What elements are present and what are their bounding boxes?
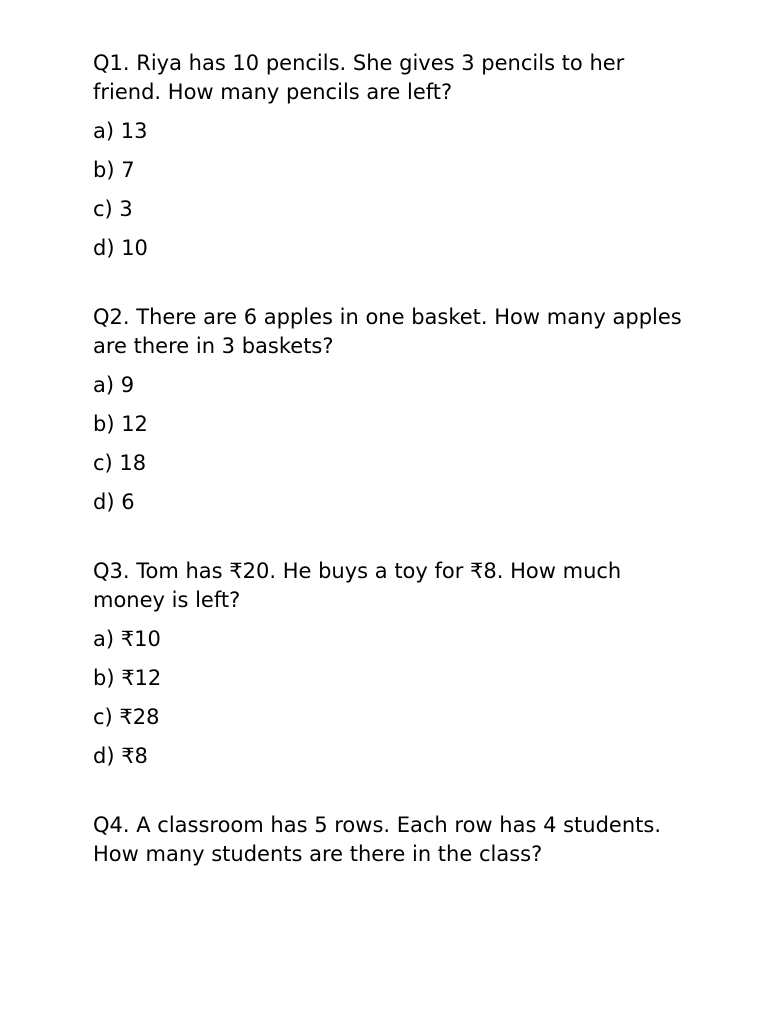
question-2 — [93, 303, 683, 517]
option-d: d) 6 — [93, 490, 135, 514]
question-text: Q2. There are 6 apples in one basket. How many apples are there in 3 baskets? — [93, 305, 682, 358]
option-a: a) ₹10 — [93, 627, 161, 651]
option-b: b) 7 — [93, 158, 135, 182]
option-c: c) ₹28 — [93, 705, 160, 729]
option-b: b) 12 — [93, 412, 148, 436]
option-list — [93, 117, 683, 263]
question-text: Q3. Tom has ₹20. He buys a toy for ₹8. How much money is left? — [93, 559, 622, 612]
option-list — [93, 625, 683, 771]
option-c: c) 3 — [93, 197, 133, 221]
option-c: c) 18 — [93, 451, 147, 475]
question-1 — [93, 49, 683, 263]
question-4 — [93, 811, 683, 869]
question-text: Q4. A classroom has 5 rows. Each row has 4 students. How many students are there in the class? — [93, 813, 661, 866]
option-d: d) ₹8 — [93, 744, 148, 768]
option-b: b) ₹12 — [93, 666, 162, 690]
question-3 — [93, 557, 683, 771]
question-text: Q1. Riya has 10 pencils. She gives 3 pencils to her friend. How many pencils are left? — [93, 51, 625, 104]
option-d: d) 10 — [93, 236, 148, 260]
option-list — [93, 371, 683, 517]
worksheet-page — [93, 49, 683, 909]
option-a: a) 9 — [93, 373, 135, 397]
option-a: a) 13 — [93, 119, 148, 143]
